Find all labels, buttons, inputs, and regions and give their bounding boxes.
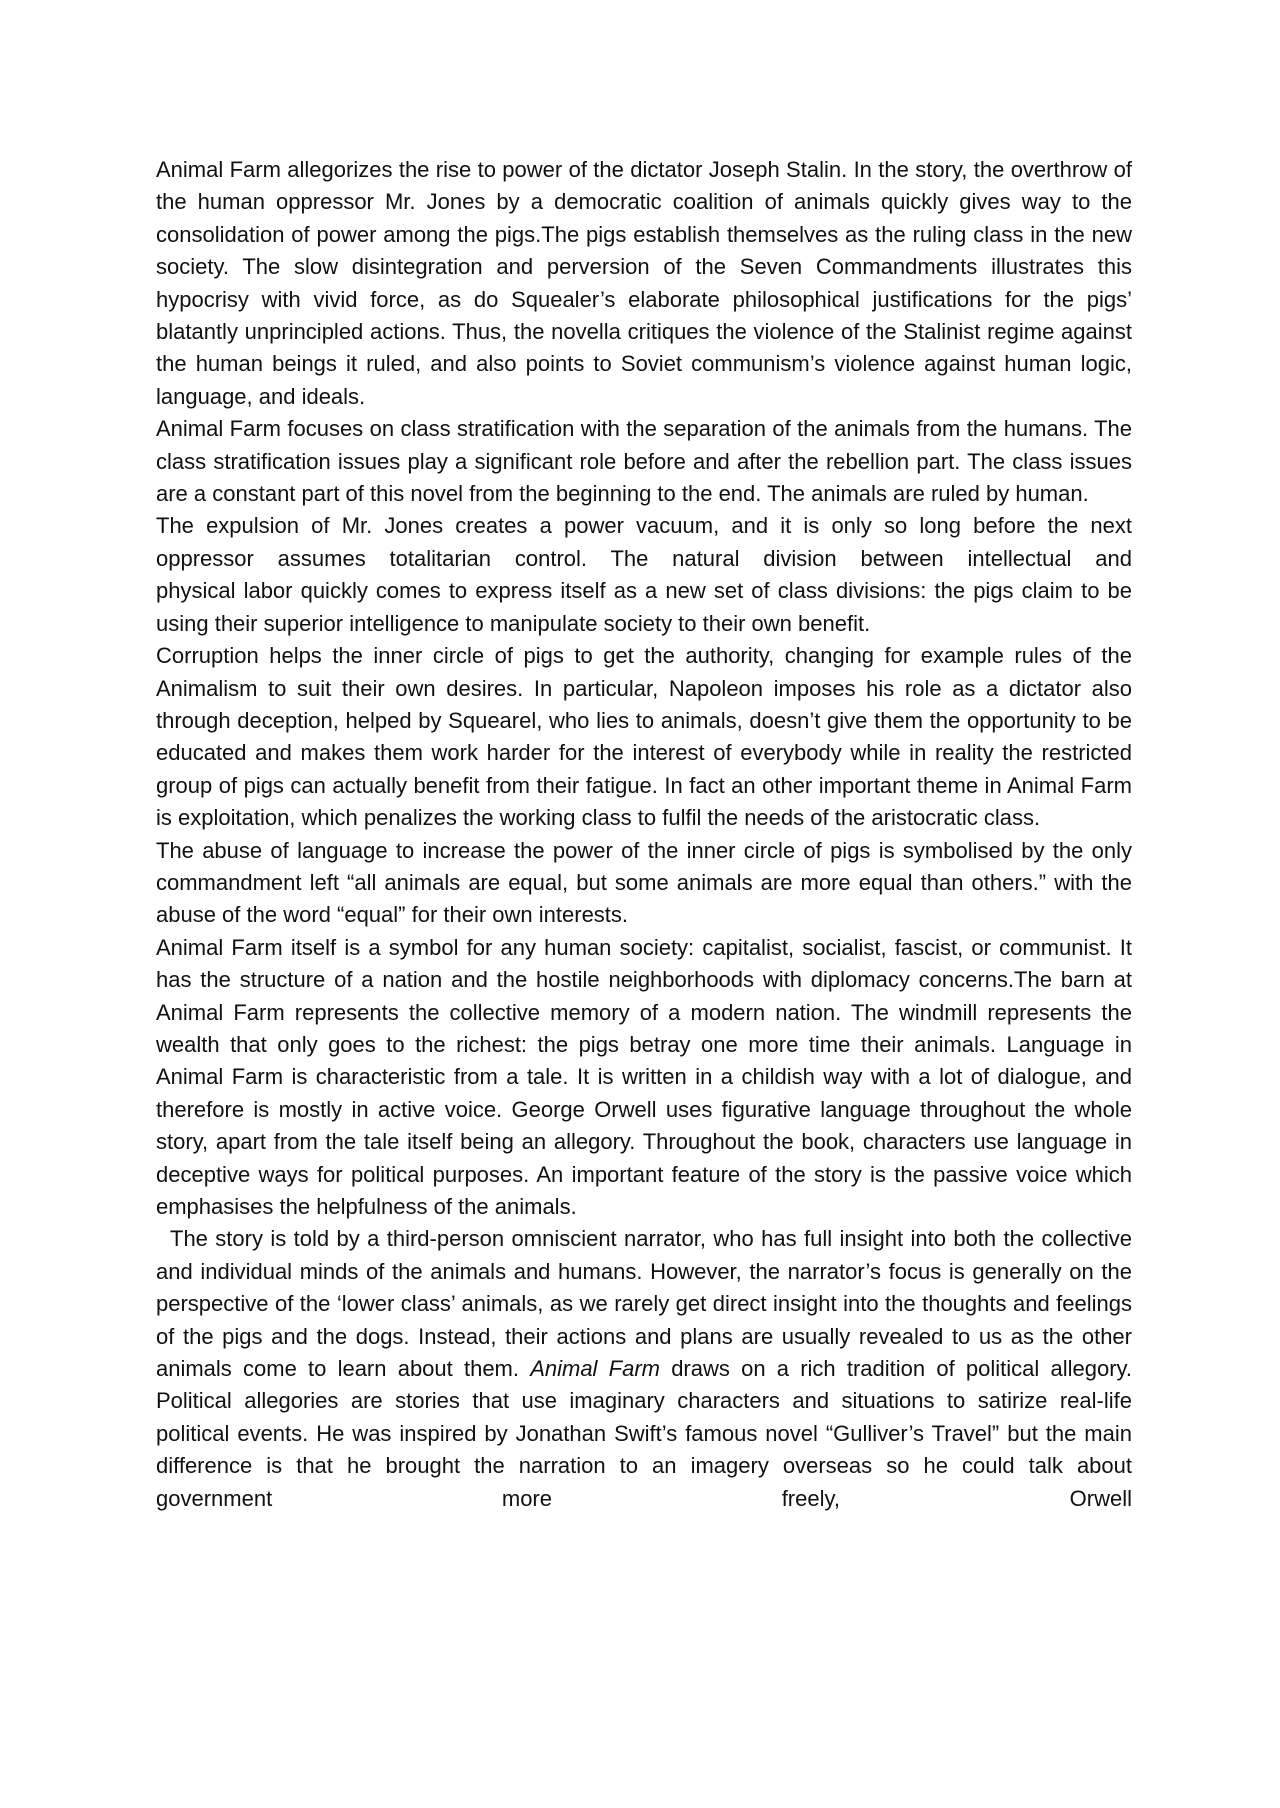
paragraph-narrator: [156, 1223, 1132, 1515]
power-vacuum-line-1: The expulsion of Mr. Jones creates a power vacuum, and it is only so long before the next oppressor assumes totalitarian control. The natural division between intellectual and: [156, 513, 1132, 571]
paragraph-abuse-of-language: The abuse of language to increase the power of the inner circle of pigs is symbolised by the only commandment left “all animals are equal, but some animals are more equal than others.” with the abuse of the word “equal” for their own interests.: [156, 837, 1132, 928]
paragraph-stalin-allegory: Animal Farm allegorizes the rise to power of the dictator Joseph Stalin. In the story, the overthrow of the human oppressor Mr. Jones by a democratic coalition of animals quickly gives way to the consolidation of power among the pigs.The pigs establish themselves as the ruling class in the new society. The slow disintegration and perversion of the Seven Commandments illustrates this hypocrisy with vivid force, as do Squealer’s elaborate philosophical justifications for the pigs’ blatantly unprincipled actions. Thus, the novella critiques the violence of the Stalinist regime against the human beings it ruled, and also points to Soviet communism’s violence against human logic, language, and ideals.: [156, 157, 1132, 409]
essay-body: [156, 154, 1132, 1515]
paragraph-corruption: Corruption helps the inner circle of pigs to get the authority, changing for example rules of the Animalism to suit their own desires. In particular, Napoleon imposes his role as a dictator also through deception, helped by Squearel, who lies to animals, doesn’t give them the opportunity to be educated and makes them work harder for the interest of everybody while in reality the restricted group of pigs can actually benefit from their fatigue. In fact an other important theme in Animal Farm is exploitation, which penalizes the working class to fulfil the needs of the aristocratic class.: [156, 643, 1132, 831]
power-vacuum-line-2: physical labor quickly comes to express itself as a new set of class divisions: the pigs claim to be using their superior intelligence to manipulate society to their own benefit.: [156, 578, 1132, 636]
paragraph-symbol-of-society: Animal Farm itself is a symbol for any human society: capitalist, socialist, fascist, or communist. It has the structure of a nation and the hostile neighborhoods with diplomacy concerns.The barn at Animal Farm represents the collective memory of a modern nation. The windmill represents the wealth that only goes to the richest: the pigs betray one more time their animals. Language in Animal Farm is characteristic from a tale. It is written in a childish way with a lot of dialogue, and therefore is mostly in active voice. George Orwell uses figurative language throughout the whole story, apart from the tale itself being an allegory. Throughout the book, characters use language in deceptive ways for political purposes. An important feature of the story is the passive voice which emphasises the helpfulness of the animals.: [156, 934, 1132, 1219]
paragraph-power-vacuum: [156, 510, 1132, 640]
narrator-text-before: The story is told by a third-person omniscient narrator, who has full insight into both the collective and individual minds of the animals and humans. However, the narrator’s focus is generally on the perspective of the ‘lower class’ animals, as we rarely get direct insight into the thoughts and feelings of the pigs and the dogs. Instead, their actions and plans are usually revealed to us as the other animals come to learn about them.: [156, 1226, 1132, 1382]
paragraph-class-stratification: Animal Farm focuses on class stratification with the separation of the animals from the humans. The class stratification issues play a significant role before and after the rebellion part. The class issues are a constant part of this novel from the beginning to the end. The animals are ruled by human.: [156, 416, 1132, 507]
narrator-text-after: draws on a rich tradition of political allegory. Political allegories are stories that use imaginary characters and situations to satirize real-life political events. He was inspired by Jonathan Swift’s famous novel “Gulliver’s Travel” but the main difference is that he brought the narration to an imagery overseas so he could talk about government more freely, Orwell: [156, 1356, 1132, 1511]
italic-title-animal-farm: Animal Farm: [530, 1356, 660, 1382]
